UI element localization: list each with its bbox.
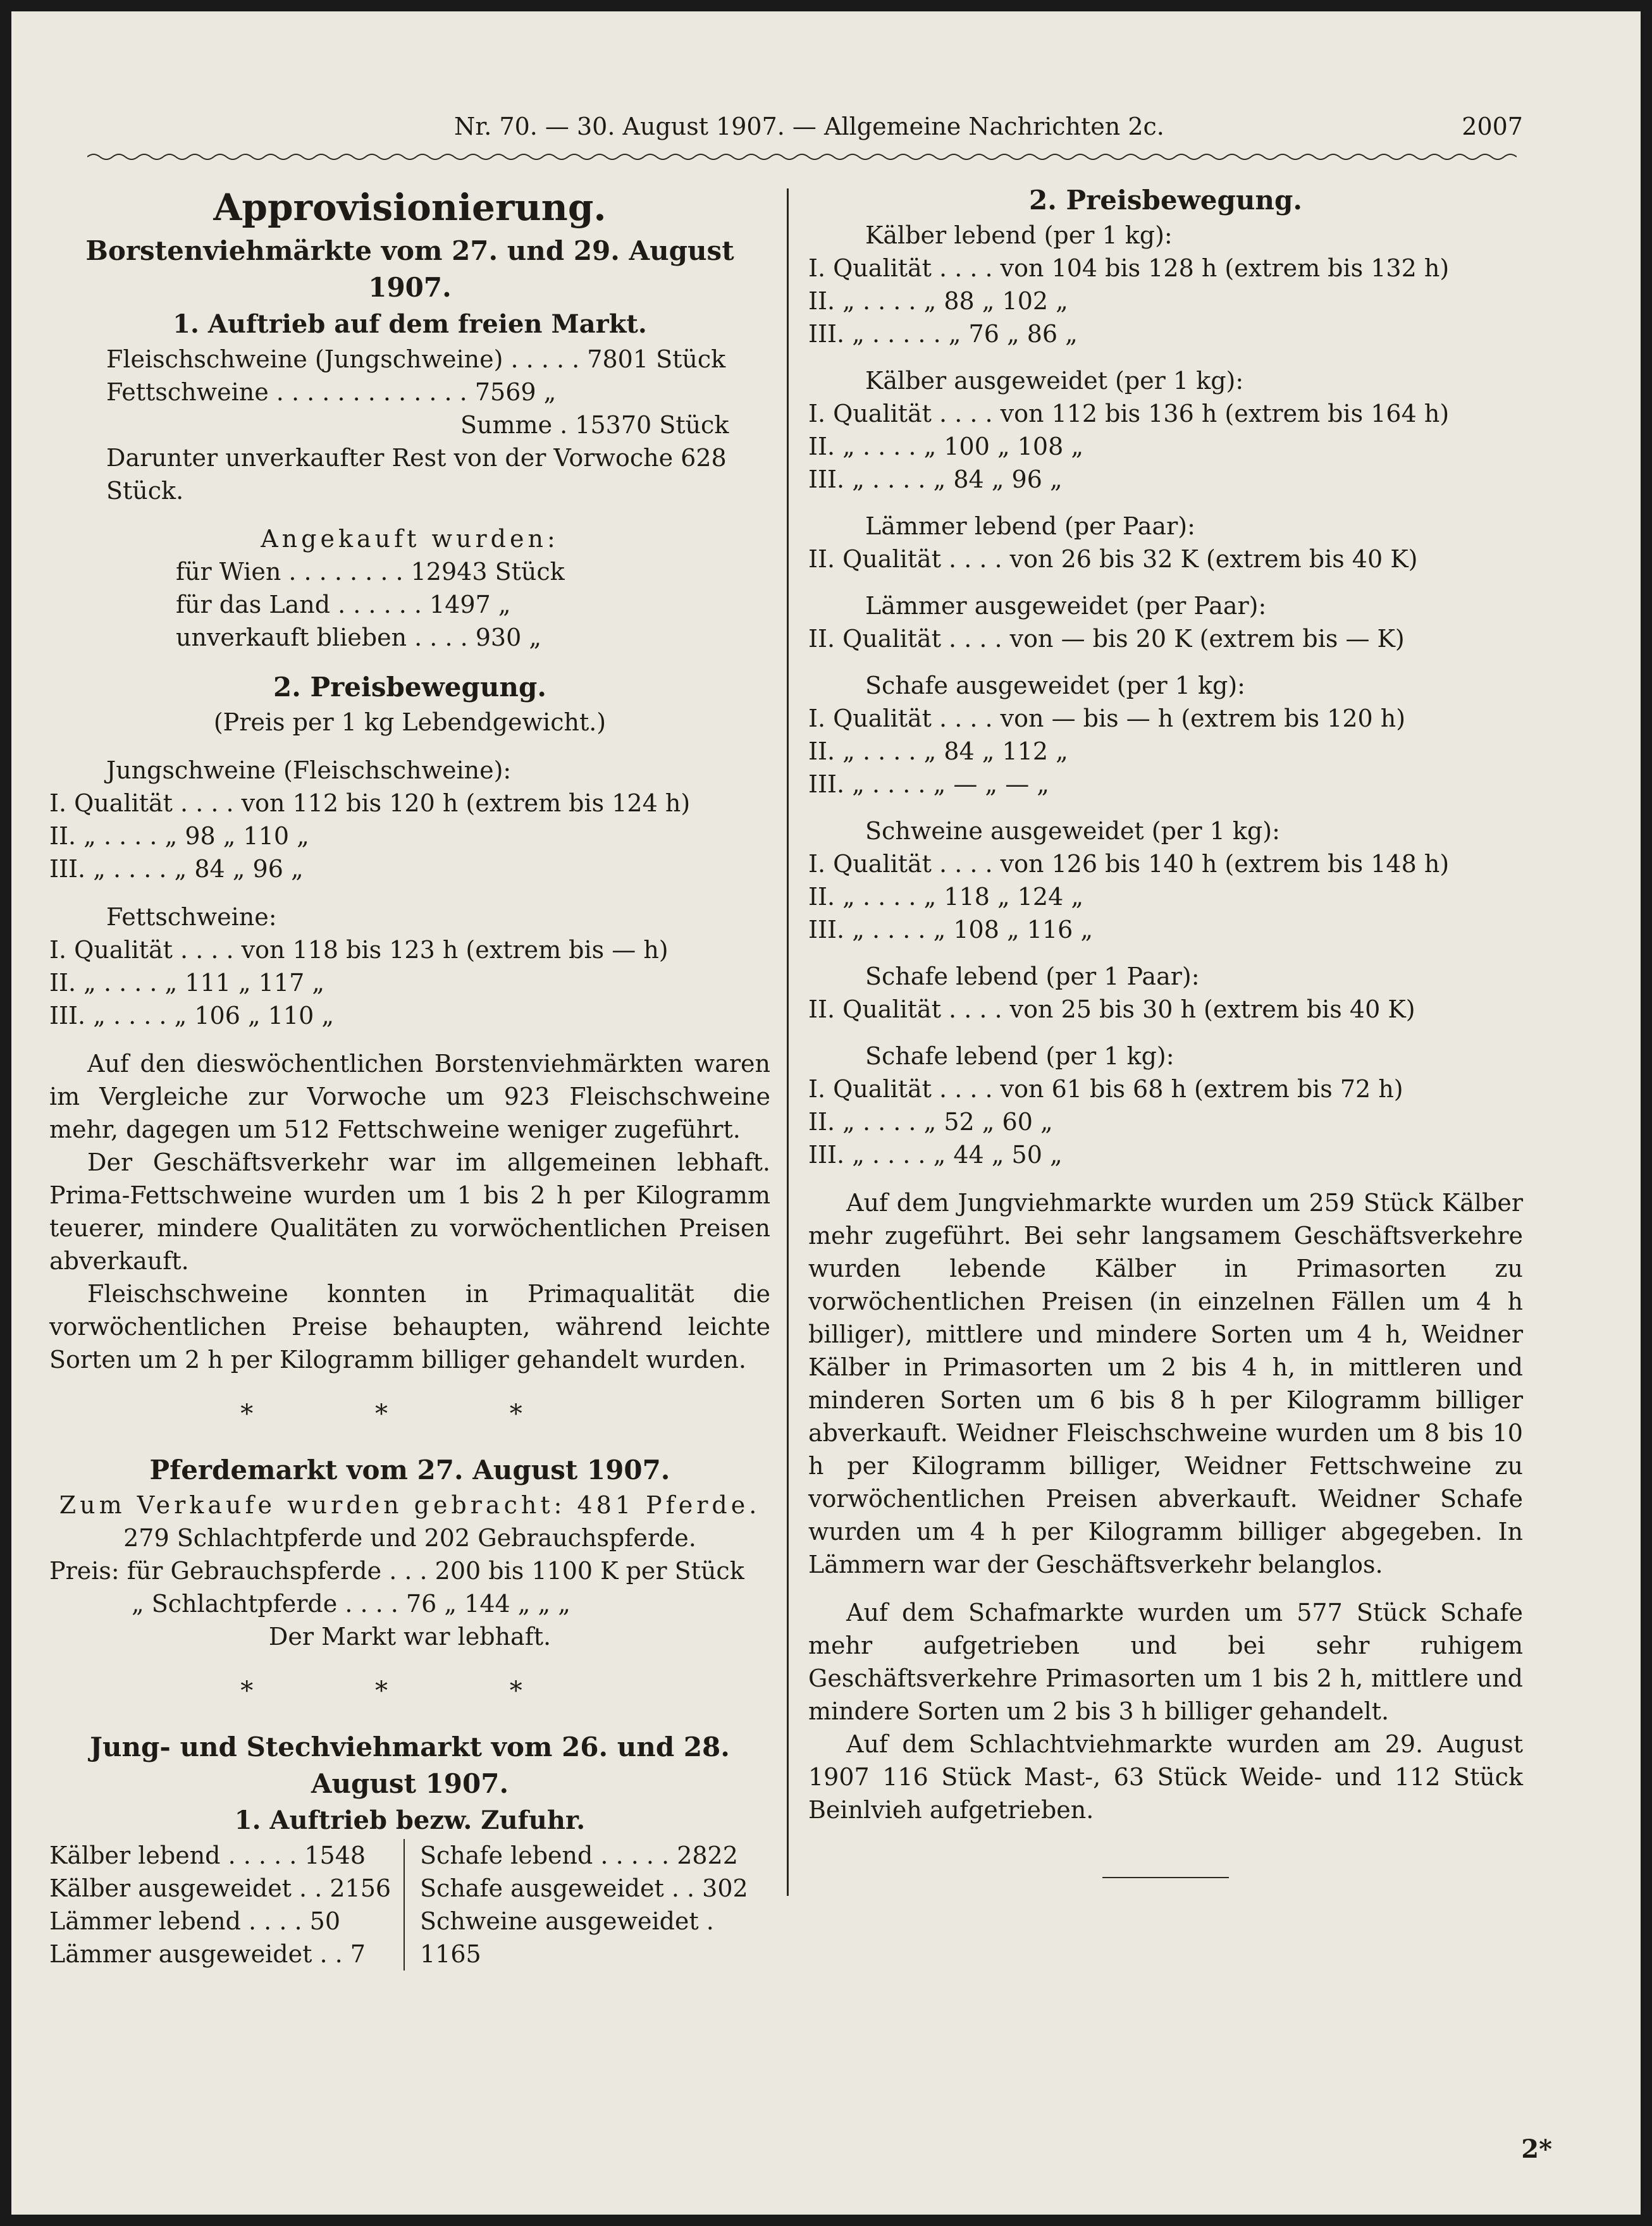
price-row: I. Qualität . . . . von 104 bis 128 h (extrem bis 132 h) <box>808 254 1450 282</box>
horse-line: Zum Verkaufe wurden gebracht: 481 Pferde. <box>59 1491 761 1519</box>
supply-row: Lämmer ausgeweidet . . 7 <box>49 1940 366 1968</box>
angekauft-row: für das Land . . . . . . 1497 „ <box>176 591 511 618</box>
price-row: I. Qualität . . . . von 118 bis 123 h (extrem bis — h) <box>49 936 669 964</box>
price-row: I. Qualität . . . . von 112 bis 120 h (extrem bis 124 h) <box>49 789 691 817</box>
price-row: I. Qualität . . . . von 112 bis 136 h (extrem bis 164 h) <box>808 400 1450 427</box>
market1-row: Fettschweine . . . . . . . . . . . . . 7569 „ <box>106 378 557 406</box>
price-row: III. „ . . . . „ 84 „ 96 „ <box>808 465 1063 493</box>
document-page <box>11 11 1641 2215</box>
price-row: I. Qualität . . . . von 126 bis 140 h (extrem bis 148 h) <box>808 850 1450 878</box>
supply-col-a <box>49 1839 405 1971</box>
price-row: I. Qualität . . . . von — bis — h (extrem bis 120 h) <box>808 704 1406 732</box>
price-row: I. Qualität . . . . von 61 bis 68 h (extrem bis 72 h) <box>808 1075 1403 1103</box>
paragraph: Auf dem Schafmarkte wurden um 577 Stück Schafe mehr aufgetrieben und bei sehr ruhigem Geschäftsverkehre Primasorten um 1 bis 2 h, mittlere und mindere Sorten um 2 bis 3 h billiger gehandelt. <box>808 1599 1523 1725</box>
price-row: II. Qualität . . . . von — bis 20 K (extrem bis — K) <box>808 625 1405 653</box>
angekauft-row: unverkauft blieben . . . . 930 „ <box>176 624 542 651</box>
supply-col-b <box>405 1839 761 1971</box>
price-row: III. „ . . . . „ 44 „ 50 „ <box>808 1141 1063 1169</box>
supply-table <box>49 1839 770 1971</box>
supply-row: Schafe lebend . . . . . 2822 <box>420 1842 738 1869</box>
horse-price: „ Schlachtpferde . . . . 76 „ 144 „ „ „ <box>132 1590 570 1618</box>
price-row: III. „ . . . . „ — „ — „ <box>808 770 1049 798</box>
market1-row: Fleischschweine (Jungschweine) . . . . . 7801 Stück <box>106 345 726 373</box>
price-row: II. „ . . . . „ 88 „ 102 „ <box>808 287 1068 315</box>
supply-row: Schweine ausgeweidet . 1165 <box>420 1907 714 1968</box>
column-divider <box>787 188 789 1896</box>
supply-row: Lämmer lebend . . . . 50 <box>49 1907 341 1935</box>
right-column <box>808 182 1523 1878</box>
fett-heading: Fettschweine: <box>106 903 277 931</box>
jung-heading: Jungschweine (Fleischschweine): <box>106 756 512 784</box>
running-header <box>151 113 1523 151</box>
market1-row: Darunter unverkaufter Rest von der Vorwoche 628 Stück. <box>106 444 727 505</box>
section-separator-stars: * * * <box>240 1676 579 1706</box>
horse-note: Der Markt war lebhaft. <box>268 1623 552 1651</box>
end-rule <box>1102 1877 1229 1878</box>
price-row: II. „ . . . . „ 100 „ 108 „ <box>808 433 1084 460</box>
paragraph: Fleischschweine konnten in Primaqualität die vorwöchentlichen Preise behaupten, während leichte Sorten um 2 h per Kilogramm billiger gehandelt wurden. <box>49 1280 770 1374</box>
price-row: II. „ . . . . „ 118 „ 124 „ <box>808 883 1084 911</box>
price-group-heading: Schweine ausgeweidet (per 1 kg): <box>865 817 1280 845</box>
paragraph: Auf den dieswöchentlichen Borstenviehmärkten waren im Vergleiche zur Vorwoche um 923 Fleischschweine mehr, dagegen um 512 Fettschweine weniger zugeführt. <box>49 1050 770 1143</box>
angekauft-heading: Angekauft wurden: <box>261 525 559 553</box>
price-row: II. „ . . . . „ 111 „ 117 „ <box>49 969 325 997</box>
supply-row: Schafe ausgeweidet . . 302 <box>420 1874 748 1902</box>
paragraph: Auf dem Jungviehmarkte wurden um 259 Stück Kälber mehr zugeführt. Bei sehr langsamem Geschäftsverkehre wurden lebende Kälber in Primasorten zu vorwöchentlichen Preisen (in einzelnen Fällen um 4 h billiger), mittlere und mindere Sorten um 4 h, Weidner Kälber in Primasorten um 2 bis 4 h, in mittleren und minderen Sorten um 6 bis 8 h per Kilogramm billiger abverkauft. Weidner Fleischschweine wurden um 8 bis 10 h per Kilogramm billiger, Weidner Fettschweine zu vorwöchentlichen Preisen abverkauft. Weidner Schafe wurden um 4 h per Kilogramm billiger abgegeben. In Lämmern war der Geschäftsverkehr belanglos. <box>808 1189 1523 1578</box>
price-row: II. „ . . . . „ 98 „ 110 „ <box>49 822 309 850</box>
price-row: II. Qualität . . . . von 25 bis 30 h (extrem bis 40 K) <box>808 995 1415 1023</box>
angekauft-row: für Wien . . . . . . . . 12943 Stück <box>176 558 565 586</box>
price-group-heading: Schafe lebend (per 1 kg): <box>865 1042 1174 1070</box>
header-wavy-rule <box>87 151 1517 163</box>
market1-sec1: 1. Auftrieb auf dem freien Markt. <box>173 309 647 339</box>
price-row: III. „ . . . . „ 108 „ 116 „ <box>808 916 1094 944</box>
price-row: III. „ . . . . „ 106 „ 110 „ <box>49 1002 335 1030</box>
header-title: Nr. 70. — 30. August 1907. — Allgemeine Nachrichten 2c. <box>454 113 1164 140</box>
price-group-heading: Kälber ausgeweidet (per 1 kg): <box>865 367 1244 395</box>
price-group-heading: Schafe ausgeweidet (per 1 kg): <box>865 672 1245 699</box>
price-row: III. „ . . . . „ 84 „ 96 „ <box>49 855 304 883</box>
sec2-heading: 2. Preisbewegung. <box>273 672 546 703</box>
jung-market-title: Jung- und Stechviehmarkt vom 26. und 28. August 1907. <box>90 1731 730 1799</box>
price-row: III. „ . . . . . „ 76 „ 86 „ <box>808 320 1078 348</box>
price-groups <box>808 219 1523 1171</box>
signature-mark: 2* <box>1521 2134 1552 2164</box>
horse-price: Preis: für Gebrauchspferde . . . 200 bis 1100 K per Stück <box>49 1557 744 1585</box>
price-group-heading: Kälber lebend (per 1 kg): <box>865 221 1173 249</box>
left-column <box>49 182 770 1971</box>
section-separator-stars: * * * <box>240 1399 579 1429</box>
jung-market-sec1: 1. Auftrieb bezw. Zufuhr. <box>234 1805 586 1835</box>
horse-line: 279 Schlachtpferde und 202 Gebrauchspferde. <box>123 1524 696 1552</box>
supply-row: Kälber lebend . . . . . 1548 <box>49 1842 366 1869</box>
market1-title: Borstenviehmärkte vom 27. und 29. August 1907. <box>85 235 734 303</box>
paragraph: Auf dem Schlachtviehmarkte wurden am 29. August 1907 116 Stück Mast-, 63 Stück Weide- und 112 Stück Beinlvieh aufgetrieben. <box>808 1730 1523 1824</box>
price-group-heading: Lämmer ausgeweidet (per Paar): <box>865 592 1267 620</box>
market1-row: Summe . 15370 Stück <box>460 411 729 439</box>
price-row: II. „ . . . . „ 52 „ 60 „ <box>808 1108 1053 1136</box>
price-row: II. Qualität . . . . von 26 bis 32 K (extrem bis 40 K) <box>808 545 1418 573</box>
section-title: Approvisionierung. <box>213 186 607 229</box>
sec2-subheading: (Preis per 1 kg Lebendgewicht.) <box>213 708 607 736</box>
price-row: II. „ . . . . „ 84 „ 112 „ <box>808 737 1068 765</box>
supply-row: Kälber ausgeweidet . . 2156 <box>49 1874 391 1902</box>
paragraph: Der Geschäftsverkehr war im allgemeinen lebhaft. Prima-Fettschweine wurden um 1 bis 2 h per Kilogramm teuerer, mindere Qualitäten zu vorwöchentlichen Preisen abverkauft. <box>49 1148 770 1275</box>
price-group-heading: Lämmer lebend (per Paar): <box>865 512 1195 540</box>
page-number: 2007 <box>1462 113 1523 140</box>
horse-market-title: Pferdemarkt vom 27. August 1907. <box>149 1454 670 1485</box>
sec2-heading: 2. Preisbewegung. <box>1029 185 1302 216</box>
price-group-heading: Schafe lebend (per 1 Paar): <box>865 962 1200 990</box>
